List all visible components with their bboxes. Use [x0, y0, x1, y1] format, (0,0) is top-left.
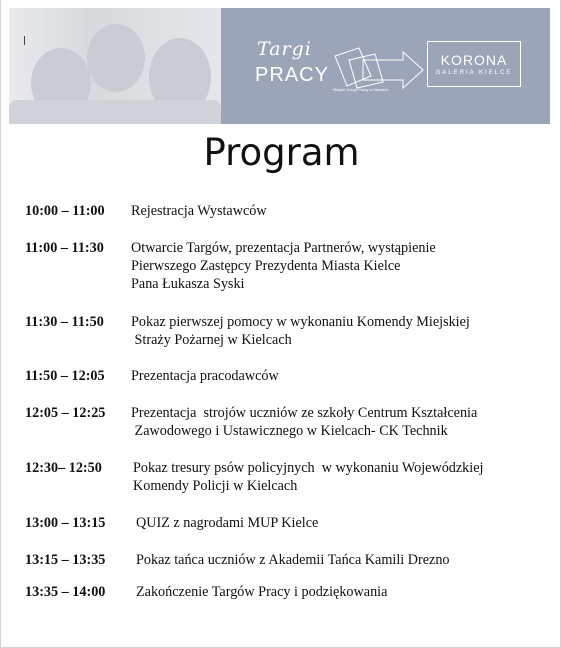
- schedule-description-line: Rejestracja Wystawców: [131, 203, 267, 219]
- schedule-time: 13:35 – 14:00: [25, 584, 106, 600]
- korona-logo: [427, 41, 521, 87]
- schedule-description-line: Zawodowego i Ustawicznego w Kielcach- CK Technik: [131, 423, 448, 439]
- schedule-time: 10:00 – 11:00: [25, 203, 105, 219]
- targi-logo-text: Targi: [257, 38, 312, 60]
- schedule-time: 12:05 – 12:25: [25, 405, 106, 421]
- schedule-description-line: QUIZ z nagrodami MUP Kielce: [136, 515, 319, 531]
- schedule-description-line: Otwarcie Targów, prezentacja Partnerów, wystąpienie: [131, 240, 436, 256]
- schedule-description-line: Pokaz tresury psów policyjnych w wykonaniu Wojewódzkiej: [133, 460, 484, 476]
- brand-panel: [221, 8, 550, 124]
- schedule-time: 13:15 – 13:35: [25, 552, 106, 568]
- banner-photo: [9, 8, 221, 124]
- schedule-time: 11:00 – 11:30: [25, 240, 104, 256]
- text-cursor: [24, 36, 25, 45]
- schedule-time: 11:30 – 11:50: [25, 314, 104, 330]
- header-banner: [9, 8, 550, 124]
- galeria-text: GALERIA KIELCE: [435, 70, 513, 76]
- schedule-description-line: Zakończenie Targów Pracy i podziękowania: [136, 584, 388, 600]
- korona-text: KORONA: [440, 52, 508, 68]
- schedule-description-line: Straży Pożarnej w Kielcach: [131, 332, 292, 348]
- schedule-description-line: Pokaz pierwszej pomocy w wykonaniu Komendy Miejskiej: [131, 314, 470, 330]
- schedule-description-line: Pokaz tańca uczniów z Akademii Tańca Kamili Drezno: [136, 552, 450, 568]
- schedule-description-line: Prezentacja strojów uczniów ze szkoły Centrum Kształcenia: [131, 405, 478, 421]
- schedule-description-line: Pierwszego Zastępcy Prezydenta Miasta Kielce: [131, 258, 401, 274]
- organizer-text: Miejski Urząd Pracy w Kielcach: [333, 87, 389, 92]
- schedule-description-line: Prezentacja pracodawców: [131, 368, 279, 384]
- schedule-time: 11:50 – 12:05: [25, 368, 105, 384]
- schedule-time: 12:30– 12:50: [25, 460, 102, 476]
- page-title: Program: [203, 131, 360, 174]
- schedule-description-line: Pana Łukasza Syski: [131, 276, 245, 292]
- schedule-description-line: Komendy Policji w Kielcach: [133, 478, 298, 494]
- pracy-logo-text: PRACY: [255, 64, 329, 86]
- schedule-time: 13:00 – 13:15: [25, 515, 106, 531]
